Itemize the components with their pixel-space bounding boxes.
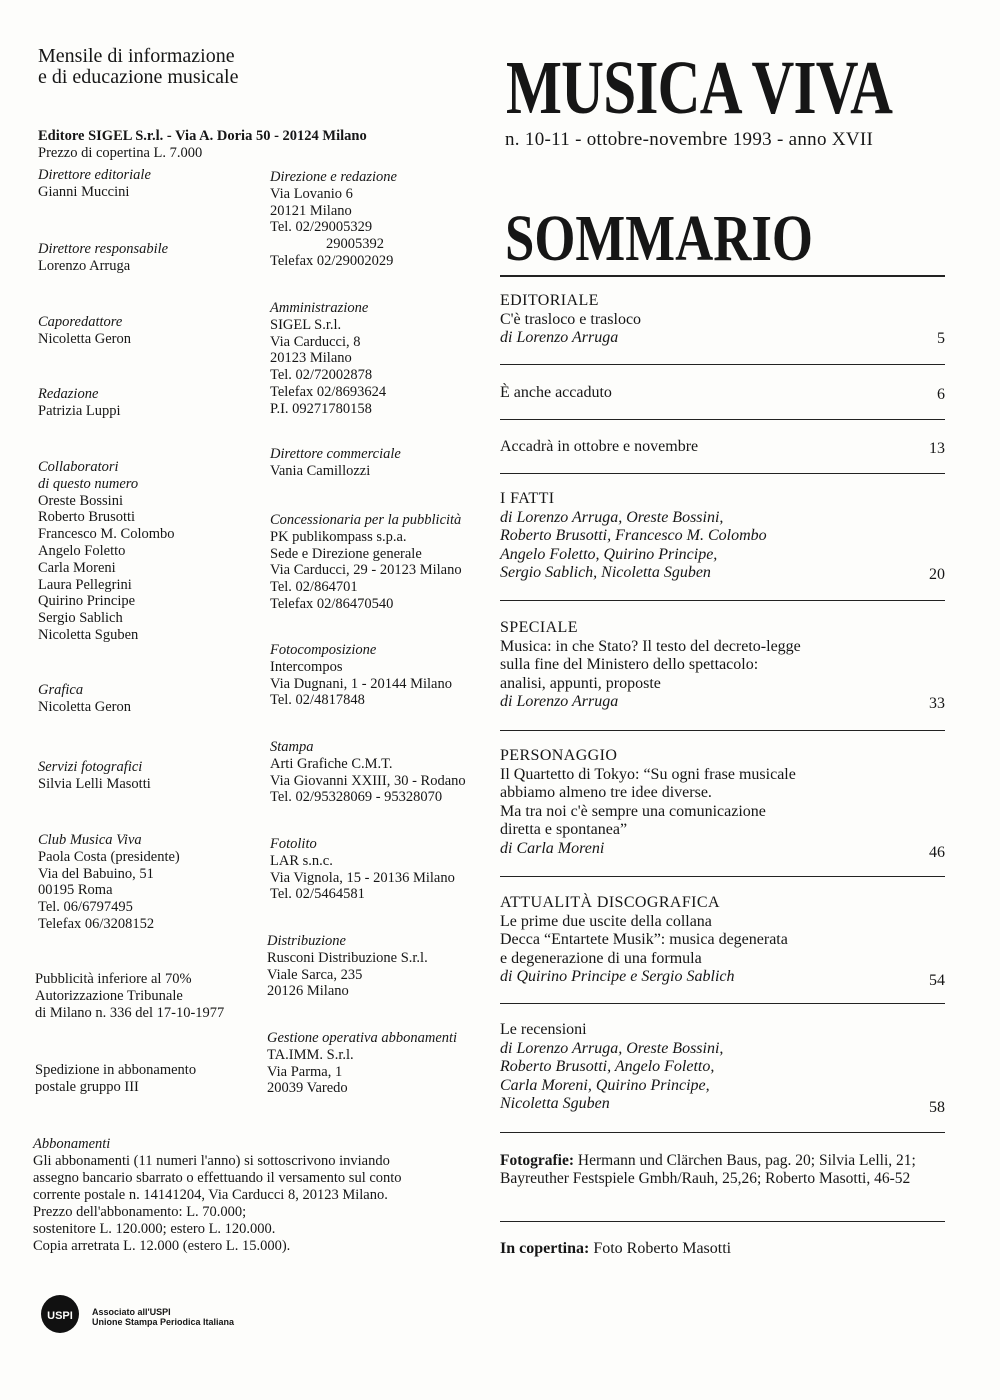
subscriptions-label: Abbonamenti xyxy=(33,1136,111,1152)
credit-line: Viale Sarca, 235 xyxy=(267,966,363,983)
credit-label: Distribuzione xyxy=(267,933,346,949)
photo-credits xyxy=(500,1152,945,1188)
uspi-line-2: Unione Stampa Periodica Italiana xyxy=(92,1317,235,1327)
credit-line: postale gruppo III xyxy=(35,1078,139,1095)
credit-block xyxy=(38,459,175,644)
subscriptions-line: corrente postale n. 14141204, Via Carducci 8, 20123 Milano. xyxy=(33,1187,388,1203)
uspi-logo xyxy=(40,1294,80,1334)
toc-line: analisi, appunti, proposte xyxy=(500,674,661,692)
credit-line: Quirino Principe xyxy=(38,593,136,610)
credit-line: Via Giovanni XXIII, 30 - Rodano xyxy=(270,772,466,789)
cover-credit xyxy=(500,1240,731,1258)
credit-line: Tel. 02/29005329 xyxy=(270,219,373,236)
credit-line: Via Carducci, 8 xyxy=(270,333,361,350)
credit-line: 20121 Milano xyxy=(270,202,352,219)
credit-label: Fotocomposizione xyxy=(270,642,377,658)
toc-page: 33 xyxy=(929,695,945,712)
toc-line: e degenerazione di una formula xyxy=(500,949,702,967)
divider xyxy=(500,876,945,877)
toc-author: di Lorenzo Arruga xyxy=(500,693,619,711)
credit-line: Tel. 02/72002878 xyxy=(270,367,373,384)
credit-label: Collaboratori xyxy=(38,459,119,475)
toc-page: 6 xyxy=(937,386,945,403)
credit-line: Via Vignola, 15 - 20136 Milano xyxy=(270,869,455,886)
toc-section: ATTUALITÀ DISCOGRAFICA xyxy=(500,894,720,911)
credit-block xyxy=(270,446,401,480)
credit-line: Telefax 02/86470540 xyxy=(270,595,394,612)
toc-author: Carla Moreni, Quirino Principe, xyxy=(500,1076,710,1094)
credit-block xyxy=(270,642,452,709)
toc-entry xyxy=(500,747,945,859)
cover-credit-label: In copertina: xyxy=(500,1240,590,1257)
cover-price: Prezzo di copertina L. 7.000 xyxy=(38,145,203,161)
credit-line: Tel. 02/5464581 xyxy=(270,886,365,903)
cover-credit-text: Foto Roberto Masotti xyxy=(593,1240,732,1257)
credit-line: TA.IMM. S.r.l. xyxy=(267,1046,354,1063)
toc-line: È anche accaduto xyxy=(500,384,612,401)
toc-author: di Lorenzo Arruga, Oreste Bossini, xyxy=(500,508,724,526)
photo-credits-label: Fotografie: xyxy=(500,1152,575,1169)
credit-line: SIGEL S.r.l. xyxy=(270,316,342,333)
credit-line: Via del Babuino, 51 xyxy=(38,865,154,882)
toc-author: Nicoletta Sguben xyxy=(500,1095,610,1113)
credit-label: Stampa xyxy=(270,739,314,755)
credit-line: Rusconi Distribuzione S.r.l. xyxy=(267,949,428,966)
toc-page: 46 xyxy=(929,844,945,861)
credit-line: Pubblicità inferiore al 70% xyxy=(35,971,192,987)
toc-author: di Quirino Principe e Sergio Sablich xyxy=(500,968,735,986)
masthead-title: MUSICA VIVA xyxy=(506,46,893,130)
toc-entry xyxy=(500,619,945,712)
divider xyxy=(500,473,945,474)
credit-line: Telefax 02/8693624 xyxy=(270,383,387,400)
tagline-line-1: Mensile di informazione xyxy=(38,45,235,67)
credit-label: Servizi fotografici xyxy=(38,759,143,775)
credit-line: Silvia Lelli Masotti xyxy=(38,775,151,792)
toc-line: Decca “Entartete Musik”: musica degenerata xyxy=(500,931,788,949)
toc-line: Le recensioni xyxy=(500,1021,587,1038)
toc-author: di Lorenzo Arruga, Oreste Bossini, xyxy=(500,1039,724,1057)
uspi-caption xyxy=(92,1307,234,1327)
credit-block xyxy=(270,300,386,418)
divider xyxy=(500,1221,945,1222)
credit-block xyxy=(38,832,180,933)
toc-page: 20 xyxy=(929,566,945,583)
credit-line: Francesco M. Colombo xyxy=(38,526,175,543)
subscriptions-block xyxy=(33,1136,402,1255)
toc-section: I FATTI xyxy=(500,490,555,507)
credit-line: Via Parma, 1 xyxy=(267,1063,343,1080)
toc-section: SPECIALE xyxy=(500,619,578,636)
credit-block xyxy=(267,933,428,1000)
credit-line: Arti Grafiche C.M.T. xyxy=(270,755,393,772)
toc-author: Angelo Foletto, Quirino Principe, xyxy=(500,545,718,563)
credit-label: Amministrazione xyxy=(270,300,369,316)
toc-author: Roberto Brusotti, Francesco M. Colombo xyxy=(500,527,767,545)
credit-line: 20126 Milano xyxy=(267,983,349,1000)
credit-line: Telefax 06/3208152 xyxy=(38,915,155,932)
toc-page: 5 xyxy=(937,330,945,347)
subscriptions-line: Copia arretrata L. 12.000 (estero L. 15.000). xyxy=(33,1238,291,1254)
credit-label: Direttore editoriale xyxy=(38,167,151,183)
toc-line: Le prime due uscite della collana xyxy=(500,912,712,930)
credit-block xyxy=(38,241,168,275)
credit-label: Club Musica Viva xyxy=(38,832,142,848)
toc-line: abbiamo almeno tre idee diverse. xyxy=(500,784,712,802)
credit-line: Tel. 06/6797495 xyxy=(38,899,133,916)
toc-author: Roberto Brusotti, Angelo Foletto, xyxy=(500,1058,715,1076)
toc-line: C'è trasloco e trasloco xyxy=(500,310,642,328)
credit-line: Tel. 02/95328069 - 95328070 xyxy=(270,789,443,806)
toc-page: 13 xyxy=(929,440,945,457)
divider xyxy=(500,419,945,420)
credit-label-2: di questo numero xyxy=(38,475,139,492)
photo-credits-text: Hermann und Clärchen Baus, pag. 20; Silvia Lelli, 21; Bayreuther Festspiele Gmbh/Rauh, 25,26; Roberto Masotti, 46-52 xyxy=(500,1152,916,1187)
credit-block xyxy=(267,1030,457,1097)
uspi-logo-text: USPI xyxy=(47,1310,73,1322)
publisher-line: Editore SIGEL S.r.l. - Via A. Doria 50 - 20124 Milano xyxy=(38,128,367,144)
credit-line: Patrizia Luppi xyxy=(38,402,121,419)
subscriptions-line: Gli abbonamenti (11 numeri l'anno) si sottoscrivono inviando xyxy=(33,1153,390,1169)
toc-author: di Lorenzo Arruga xyxy=(500,329,619,347)
toc-entry xyxy=(500,490,945,583)
credit-line: 29005392 xyxy=(326,236,384,253)
credit-block xyxy=(35,971,224,1021)
tagline xyxy=(38,46,238,88)
toc-line: Il Quartetto di Tokyo: “Su ogni frase musicale xyxy=(500,765,796,783)
toc-section: EDITORIALE xyxy=(500,292,599,309)
credit-line: 20039 Varedo xyxy=(267,1080,348,1097)
credit-block xyxy=(38,682,131,716)
divider xyxy=(500,730,945,731)
credit-line: Tel. 02/864701 xyxy=(270,579,358,596)
subscriptions-line: sostenitore L. 120.000; estero L. 120.000. xyxy=(33,1221,276,1237)
credit-label: Gestione operativa abbonamenti xyxy=(267,1030,458,1046)
credit-block xyxy=(270,169,397,270)
credit-line: LAR s.n.c. xyxy=(270,852,333,869)
credit-line: Nicoletta Geron xyxy=(38,698,132,715)
divider xyxy=(500,275,945,277)
credit-line: Paola Costa (presidente) xyxy=(38,848,180,865)
credit-label: Direzione e redazione xyxy=(270,169,397,185)
credit-block xyxy=(270,512,462,613)
credit-line: Vania Camillozzi xyxy=(270,462,371,479)
toc-line: Musica: in che Stato? Il testo del decreto-legge xyxy=(500,637,801,655)
credit-line: 20123 Milano xyxy=(270,350,352,367)
credit-label: Grafica xyxy=(38,682,84,698)
credit-line: di Milano n. 336 del 17-10-1977 xyxy=(35,1004,225,1021)
issue-info: n. 10-11 - ottobre-novembre 1993 - anno XVII xyxy=(505,129,874,150)
toc-page: 54 xyxy=(929,972,945,989)
toc-section: PERSONAGGIO xyxy=(500,747,618,764)
credit-line: Nicoletta Sguben xyxy=(38,626,139,643)
credit-line: Roberto Brusotti xyxy=(38,509,136,526)
toc-line: Ma tra noi c'è sempre una comunicazione xyxy=(500,802,766,820)
credit-block xyxy=(270,739,466,806)
credit-label: Caporedattore xyxy=(38,314,123,330)
credit-line: Sede e Direzione generale xyxy=(270,545,422,562)
toc-line: sulla fine del Ministero dello spettacolo: xyxy=(500,656,759,674)
credit-label: Direttore responsabile xyxy=(38,241,169,257)
toc-entry xyxy=(500,292,945,348)
tagline-line-2: e di educazione musicale xyxy=(38,66,239,88)
credit-line: Intercompos xyxy=(270,658,343,675)
credit-line: Via Dugnani, 1 - 20144 Milano xyxy=(270,675,452,692)
credit-label: Fotolito xyxy=(270,836,317,852)
divider xyxy=(500,1003,945,1004)
credit-line: 00195 Roma xyxy=(38,882,113,899)
credit-block xyxy=(35,1062,196,1096)
credit-line: Via Lovanio 6 xyxy=(270,185,353,202)
toc-entry xyxy=(500,438,945,457)
credit-line: PK publikompass s.p.a. xyxy=(270,528,407,545)
credit-line: P.I. 09271780158 xyxy=(270,400,372,417)
toc-page: 58 xyxy=(929,1099,945,1116)
toc-entry xyxy=(500,384,945,403)
toc-entry xyxy=(500,894,945,987)
credit-line: Spedizione in abbonamento xyxy=(35,1062,197,1078)
credit-line: Carla Moreni xyxy=(38,559,116,576)
credit-line: Tel. 02/4817848 xyxy=(270,692,365,709)
credit-line: Gianni Muccini xyxy=(38,183,130,200)
credit-label: Concessionaria per la pubblicità xyxy=(270,512,462,528)
divider xyxy=(500,1132,945,1133)
credit-line: Angelo Foletto xyxy=(38,542,126,559)
credit-block xyxy=(38,386,121,420)
toc-entry xyxy=(500,1021,945,1114)
credit-line: Via Carducci, 29 - 20123 Milano xyxy=(270,562,462,579)
toc-line: diretta e spontanea” xyxy=(500,821,628,839)
uspi-line-1: Associato all'USPI xyxy=(92,1307,171,1317)
subscriptions-line: Prezzo dell'abbonamento: L. 70.000; xyxy=(33,1204,247,1220)
subscriptions-line: assegno bancario sbarrato o effettuando il versamento sul conto xyxy=(33,1170,402,1186)
sommario-title: SOMMARIO xyxy=(505,202,813,275)
divider xyxy=(500,600,945,601)
toc-author: Sergio Sablich, Nicoletta Sguben xyxy=(500,564,711,582)
toc-line: Accadrà in ottobre e novembre xyxy=(500,438,699,455)
credit-block xyxy=(38,759,151,793)
toc-author: di Carla Moreni xyxy=(500,839,605,857)
credit-label: Direttore commerciale xyxy=(270,446,401,462)
credit-line: Autorizzazione Tribunale xyxy=(35,987,183,1004)
credit-line: Telefax 02/29002029 xyxy=(270,252,394,269)
credit-block xyxy=(38,167,151,201)
divider xyxy=(500,364,945,365)
credit-line: Laura Pellegrini xyxy=(38,576,132,593)
credit-line: Lorenzo Arruga xyxy=(38,257,131,274)
credit-line: Oreste Bossini xyxy=(38,492,123,509)
credit-block xyxy=(270,836,455,903)
credit-block xyxy=(38,314,131,348)
credit-label: Redazione xyxy=(38,386,99,402)
credit-line: Sergio Sablich xyxy=(38,610,123,627)
credit-line: Nicoletta Geron xyxy=(38,330,132,347)
